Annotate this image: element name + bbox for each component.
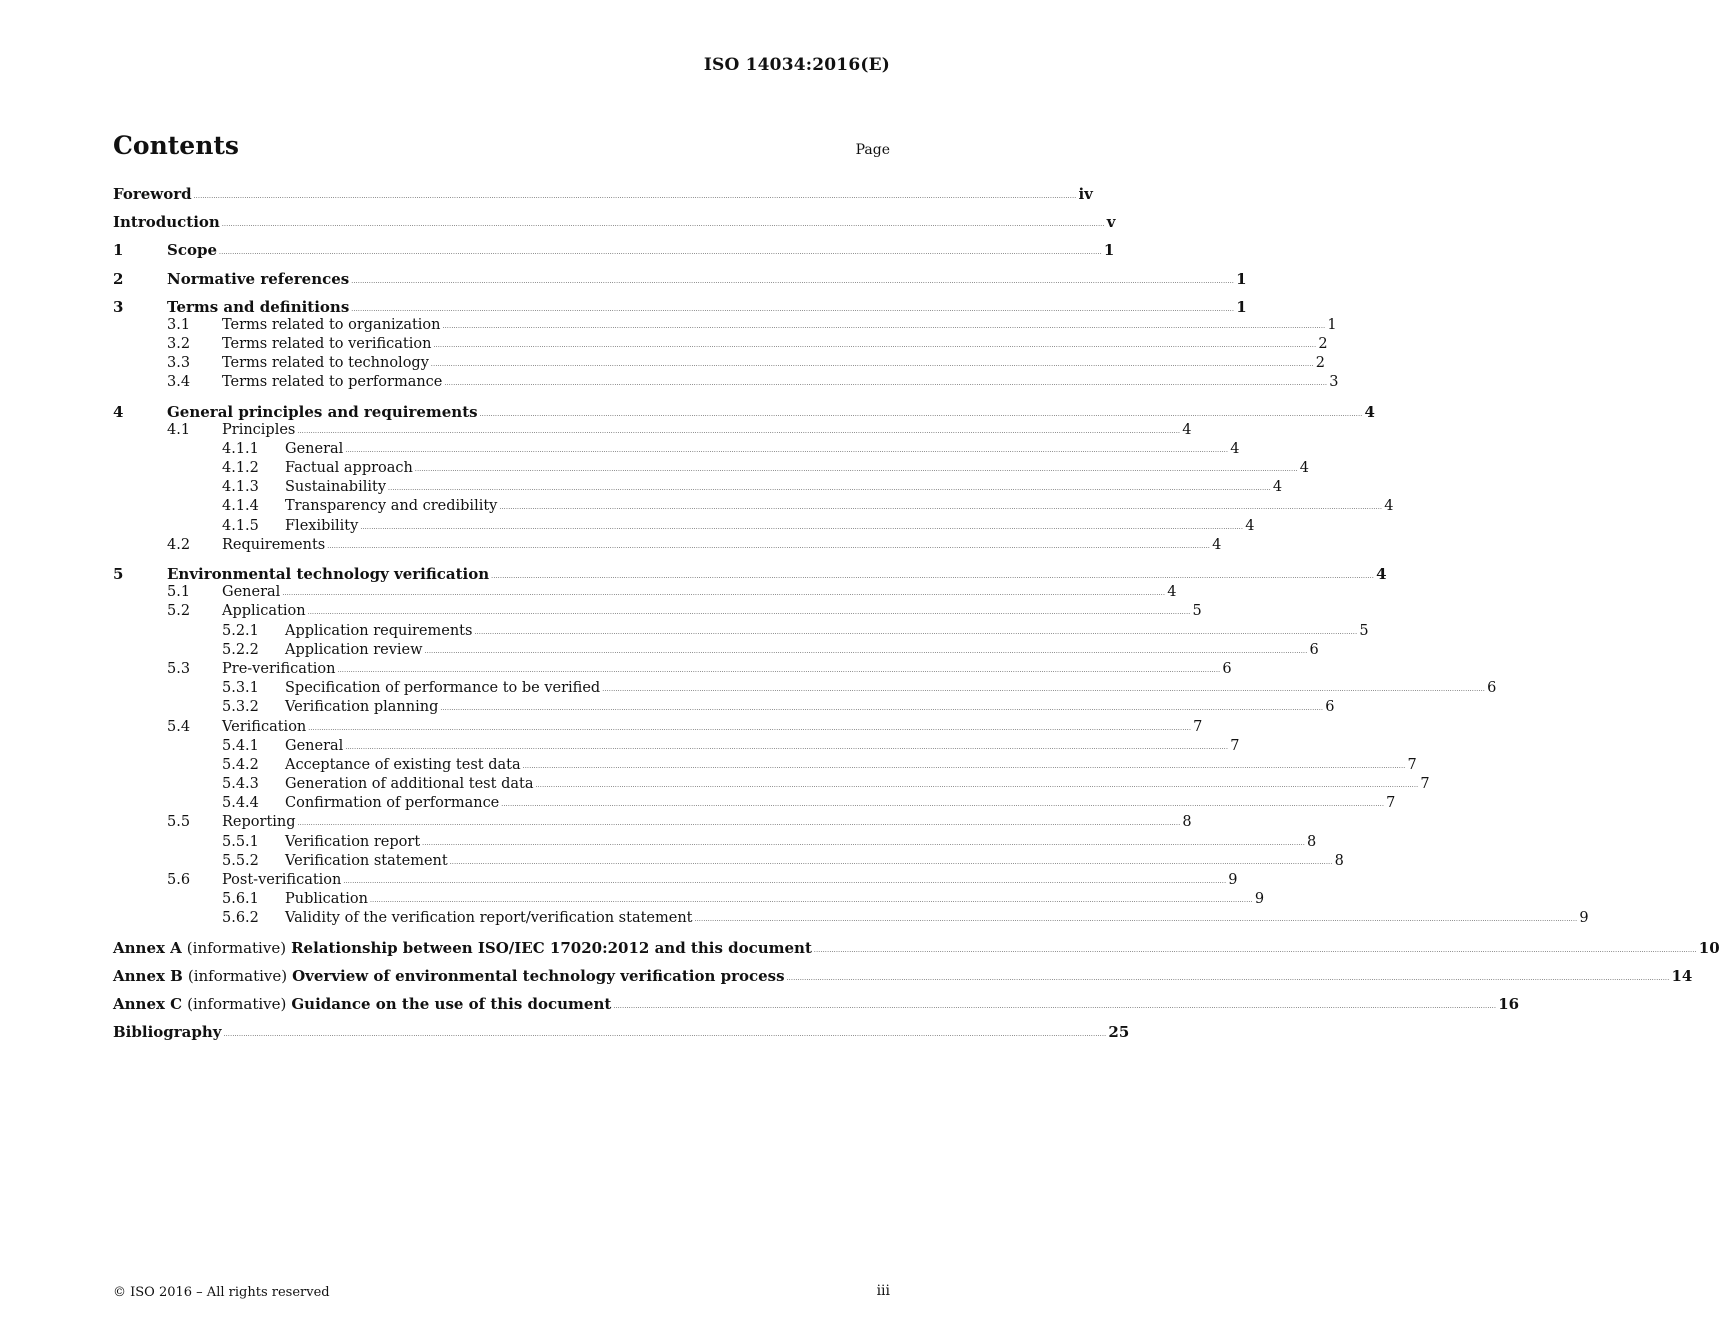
dot-leader: ................................................................................................................................................................................................................................................................................................................................................................................................................	[308, 724, 1192, 732]
toc-section-number: 4.1.4	[222, 498, 259, 515]
toc-title: Overview of environmental technology verification process	[292, 966, 785, 985]
toc-title: Environmental technology verification	[167, 565, 490, 584]
toc-section-number: 3.1	[167, 316, 191, 333]
toc-section-number: 5.3.2	[222, 699, 259, 716]
toc-section-number: 5.6.2	[222, 910, 259, 927]
toc-entry[interactable]	[113, 872, 1238, 891]
dot-leader: ................................................................................................................................................................................................................................................................................................................................................................................................................	[223, 1031, 1107, 1039]
toc-title: General	[285, 737, 344, 754]
toc-entry[interactable]	[113, 756, 1417, 776]
dot-leader: ................................................................................................................................................................................................................................................................................................................................................................................................................	[430, 361, 1314, 369]
toc-title: Transparency and credibility	[285, 498, 498, 515]
toc-annex-informative: (informative)	[187, 966, 288, 985]
toc-page-number: 7	[1386, 795, 1396, 812]
toc-entry[interactable]	[113, 355, 1326, 374]
toc-entry[interactable]	[113, 891, 1265, 910]
dot-leader: ................................................................................................................................................................................................................................................................................................................................................................................................................	[694, 916, 1578, 924]
dot-leader: ................................................................................................................................................................................................................................................................................................................................................................................................................	[297, 427, 1181, 435]
toc-entry[interactable]	[113, 421, 1192, 441]
dot-leader: ................................................................................................................................................................................................................................................................................................................................................................................................................	[345, 743, 1229, 751]
toc-page-number: 9	[1254, 891, 1265, 908]
toc-title: Verification statement	[285, 852, 448, 869]
toc-page-number: 4	[1230, 440, 1240, 457]
toc-entry[interactable]	[113, 852, 1344, 872]
toc-section-number: 4.2	[167, 536, 191, 553]
toc-section-number: 5.6	[167, 872, 191, 888]
toc-page-number: 6	[1222, 660, 1232, 677]
dot-leader: ................................................................................................................................................................................................................................................................................................................................................................................................................	[442, 322, 1326, 330]
toc-title: Verification planning	[285, 699, 439, 716]
toc-page-number: 7	[1193, 718, 1203, 735]
toc-title: Application requirements	[285, 622, 473, 639]
toc-section-number: 3	[113, 297, 124, 316]
toc-section-number: 5.5	[167, 814, 191, 831]
toc-page-number: 16	[1498, 995, 1520, 1014]
toc-title: General	[222, 584, 281, 601]
toc-page-number: 7	[1420, 776, 1430, 793]
toc-section-number: 4.1.1	[222, 440, 259, 457]
toc-section-number: 5.4	[167, 718, 191, 735]
toc-page-number: iv	[1078, 185, 1093, 203]
dot-leader: ................................................................................................................................................................................................................................................................................................................................................................................................................	[440, 705, 1324, 713]
toc-section-number: 3.3	[167, 355, 191, 372]
toc-page-number: 4	[1384, 498, 1394, 515]
toc-page-number: 1	[1327, 316, 1337, 333]
toc-title: Sustainability	[285, 479, 387, 496]
dot-leader: ................................................................................................................................................................................................................................................................................................................................................................................................................	[501, 801, 1385, 809]
toc-section-number: 5.5.2	[222, 852, 259, 869]
dot-leader: ................................................................................................................................................................................................................................................................................................................................................................................................................	[219, 249, 1102, 257]
toc-title: Confirmation of performance	[285, 795, 500, 812]
toc-section-number: 5.6.1	[222, 891, 259, 908]
contents-title: Contents	[113, 131, 240, 160]
dot-leader: ................................................................................................................................................................................................................................................................................................................................................................................................................	[193, 193, 1077, 200]
toc-entry[interactable]	[113, 814, 1192, 833]
toc-title: Flexibility	[285, 517, 359, 534]
toc-entry[interactable]	[113, 536, 1222, 556]
toc-section-number: 5.3	[167, 660, 191, 677]
dot-leader: ................................................................................................................................................................................................................................................................................................................................................................................................................	[369, 897, 1253, 905]
toc-section-number: 5.4.2	[222, 756, 259, 773]
toc-annex-informative: (informative)	[186, 938, 287, 957]
toc-entry[interactable]	[113, 440, 1240, 460]
dot-leader: ................................................................................................................................................................................................................................................................................................................................................................................................................	[433, 341, 1317, 349]
toc-title: Foreword	[113, 185, 192, 203]
toc-page-number: 9	[1228, 872, 1238, 888]
toc-section-number: 4.1	[167, 421, 191, 438]
toc-annex-label: Annex C	[113, 995, 183, 1014]
toc-title: Introduction	[113, 213, 220, 232]
dot-leader: ................................................................................................................................................................................................................................................................................................................................................................................................................	[307, 609, 1191, 617]
toc-title: Verification report	[285, 833, 421, 850]
toc-entry[interactable]	[113, 699, 1335, 718]
toc-entry[interactable]	[113, 241, 1115, 260]
toc-entry[interactable]	[113, 833, 1317, 853]
toc-section-number: 5.5.1	[222, 833, 259, 850]
dot-leader: ................................................................................................................................................................................................................................................................................................................................................................................................................	[282, 590, 1166, 598]
dot-leader: ................................................................................................................................................................................................................................................................................................................................................................................................................	[491, 573, 1375, 581]
toc-page-number: 2	[1318, 335, 1328, 352]
toc-page-number: 10	[1698, 938, 1720, 957]
dot-leader: ................................................................................................................................................................................................................................................................................................................................................................................................................	[327, 542, 1211, 550]
toc-entry[interactable]	[113, 776, 1430, 795]
toc-title: Application	[222, 603, 306, 620]
toc-entry[interactable]	[113, 565, 1387, 584]
toc-page-number: 7	[1407, 756, 1417, 773]
toc-title: Post-verification	[222, 872, 342, 888]
dot-leader: ................................................................................................................................................................................................................................................................................................................................................................................................................	[388, 485, 1271, 493]
toc-title: Guidance on the use of this document	[291, 995, 612, 1014]
toc-section-number: 4.1.3	[222, 479, 259, 496]
document-id-header: ISO 14034:2016(E)	[703, 55, 890, 75]
toc-entry[interactable]	[113, 269, 1247, 289]
page-number: iii	[876, 1283, 890, 1299]
copyright-footer: © ISO 2016 – All rights reserved	[113, 1285, 330, 1300]
toc-page-number: 4	[1212, 536, 1222, 553]
toc-page-number: 6	[1487, 680, 1497, 697]
toc-annex-label: Annex B	[113, 966, 183, 985]
toc-entry[interactable]	[113, 213, 1116, 232]
toc-section-number: 4.1.2	[222, 460, 259, 477]
toc-section-number: 5.2.1	[222, 622, 259, 639]
toc-title: Terms related to organization	[222, 316, 441, 333]
toc-entry[interactable]	[113, 402, 1375, 422]
toc-page-number: 4	[1376, 565, 1387, 584]
toc-page-number: 4	[1182, 421, 1192, 438]
toc-entry[interactable]	[113, 795, 1396, 814]
dot-leader: ................................................................................................................................................................................................................................................................................................................................................................................................................	[522, 762, 1406, 770]
toc-section-number: 5.1	[167, 584, 191, 601]
table-of-contents	[113, 185, 1720, 1042]
toc-title: Bibliography	[113, 1023, 222, 1042]
toc-page-number: 14	[1671, 966, 1693, 985]
toc-section-number: 5.4.1	[222, 737, 259, 754]
toc-title: Pre-verification	[222, 660, 336, 677]
toc-entry[interactable]	[113, 603, 1202, 622]
toc-title: Application review	[285, 641, 423, 658]
toc-section-number: 5.4.3	[222, 776, 259, 793]
toc-entry[interactable]	[113, 680, 1497, 699]
toc-page-number: 4	[1272, 479, 1283, 496]
toc-page-number: 4	[1364, 402, 1375, 421]
dot-leader: ................................................................................................................................................................................................................................................................................................................................................................................................................	[813, 946, 1697, 954]
toc-entry[interactable]	[113, 718, 1203, 738]
toc-page-number: 6	[1309, 641, 1319, 658]
dot-leader: ................................................................................................................................................................................................................................................................................................................................................................................................................	[786, 974, 1670, 982]
toc-section-number: 3.4	[167, 374, 191, 391]
dot-leader: ................................................................................................................................................................................................................................................................................................................................................................................................................	[221, 221, 1105, 229]
toc-section-number: 4.1.5	[222, 517, 259, 534]
toc-title: Normative references	[167, 269, 350, 288]
toc-entry[interactable]	[113, 374, 1339, 393]
toc-entry[interactable]	[113, 185, 1093, 204]
dot-leader: ................................................................................................................................................................................................................................................................................................................................................................................................................	[351, 305, 1235, 313]
toc-entry[interactable]	[113, 641, 1319, 661]
toc-entry[interactable]	[113, 498, 1394, 517]
toc-title: Terms related to performance	[222, 374, 443, 391]
dot-leader: ................................................................................................................................................................................................................................................................................................................................................................................................................	[613, 1003, 1497, 1011]
page-column-label: Page	[855, 142, 890, 158]
toc-entry[interactable]	[113, 460, 1309, 479]
toc-entry[interactable]	[113, 584, 1177, 603]
toc-page-number: 1	[1236, 269, 1247, 288]
toc-entry[interactable]	[113, 1023, 1130, 1042]
toc-page-number: 25	[1108, 1023, 1130, 1042]
dot-leader: ................................................................................................................................................................................................................................................................................................................................................................................................................	[424, 647, 1308, 655]
toc-page-number: 6	[1325, 699, 1335, 716]
toc-section-number: 5.2.2	[222, 641, 259, 658]
toc-page-number: 4	[1167, 584, 1177, 601]
dot-leader: ................................................................................................................................................................................................................................................................................................................................................................................................................	[602, 686, 1486, 694]
toc-entry[interactable]	[113, 479, 1283, 498]
toc-section-number: 1	[113, 241, 124, 260]
dot-leader: ................................................................................................................................................................................................................................................................................................................................................................................................................	[444, 380, 1328, 388]
toc-page-number: v	[1106, 213, 1116, 232]
toc-title: Generation of additional test data	[285, 776, 534, 793]
toc-section-number: 5	[113, 565, 124, 584]
toc-page-number: 5	[1192, 603, 1202, 620]
toc-title: Requirements	[222, 536, 326, 553]
toc-page-number: 2	[1315, 355, 1326, 372]
toc-title: General	[285, 440, 344, 457]
toc-page-number: 5	[1359, 622, 1369, 639]
toc-entry[interactable]	[113, 622, 1369, 642]
toc-title: Factual approach	[285, 460, 413, 477]
toc-section-number: 2	[113, 269, 124, 288]
toc-title: Terms related to technology	[222, 355, 429, 372]
toc-entry[interactable]	[113, 660, 1232, 680]
toc-entry[interactable]	[113, 335, 1328, 355]
dot-leader: ................................................................................................................................................................................................................................................................................................................................................................................................................	[345, 446, 1229, 454]
toc-section-number: 3.2	[167, 335, 191, 352]
dot-leader: ................................................................................................................................................................................................................................................................................................................................................................................................................	[499, 504, 1383, 512]
toc-title: Publication	[285, 891, 368, 908]
toc-title: Reporting	[222, 814, 296, 831]
toc-page-number: 8	[1334, 852, 1344, 869]
toc-page-number: 4	[1245, 517, 1255, 534]
toc-annex-entry[interactable]	[113, 995, 1520, 1014]
toc-section-number: 4	[113, 402, 124, 421]
toc-entry[interactable]	[113, 737, 1240, 757]
toc-title: General principles and requirements	[167, 402, 478, 421]
toc-page-number: 1	[1236, 297, 1247, 316]
toc-title: Verification	[222, 718, 307, 735]
toc-annex-entry[interactable]	[113, 966, 1693, 986]
toc-page-number: 1	[1103, 241, 1115, 260]
dot-leader: ................................................................................................................................................................................................................................................................................................................................................................................................................	[422, 839, 1306, 847]
toc-page-number: 4	[1299, 460, 1309, 477]
dot-leader: ................................................................................................................................................................................................................................................................................................................................................................................................................	[337, 666, 1221, 674]
toc-entry[interactable]	[113, 517, 1255, 537]
toc-section-number: 5.2	[167, 603, 191, 620]
toc-section-number: 5.3.1	[222, 680, 259, 697]
toc-page-number: 7	[1230, 737, 1240, 754]
toc-title: Specification of performance to be verified	[285, 680, 601, 697]
toc-title: Scope	[167, 241, 218, 260]
dot-leader: ................................................................................................................................................................................................................................................................................................................................................................................................................	[351, 277, 1235, 285]
toc-title: Principles	[222, 421, 296, 438]
toc-annex-informative: (informative)	[187, 995, 287, 1014]
toc-entry[interactable]	[113, 316, 1337, 336]
toc-entry[interactable]	[113, 910, 1589, 929]
toc-annex-entry[interactable]	[113, 938, 1720, 958]
toc-annex-label: Annex A	[113, 938, 182, 957]
dot-leader: ................................................................................................................................................................................................................................................................................................................................................................................................................	[535, 782, 1419, 790]
dot-leader: ................................................................................................................................................................................................................................................................................................................................................................................................................	[414, 466, 1298, 474]
toc-page-number: 9	[1579, 910, 1589, 927]
toc-title: Validity of the verification report/verification statement	[285, 910, 693, 927]
dot-leader: ................................................................................................................................................................................................................................................................................................................................................................................................................	[297, 820, 1181, 828]
toc-page-number: 8	[1307, 833, 1317, 850]
toc-page-number: 3	[1329, 374, 1339, 391]
dot-leader: ................................................................................................................................................................................................................................................................................................................................................................................................................	[474, 628, 1358, 636]
toc-entry[interactable]	[113, 297, 1247, 317]
dot-leader: ................................................................................................................................................................................................................................................................................................................................................................................................................	[479, 410, 1363, 418]
dot-leader: ................................................................................................................................................................................................................................................................................................................................................................................................................	[449, 858, 1333, 866]
toc-title: Relationship between ISO/IEC 17020:2012 and this document	[291, 938, 812, 957]
dot-leader: ................................................................................................................................................................................................................................................................................................................................................................................................................	[360, 523, 1244, 531]
toc-title: Terms related to verification	[222, 335, 432, 352]
toc-section-number: 5.4.4	[222, 795, 259, 812]
dot-leader: ................................................................................................................................................................................................................................................................................................................................................................................................................	[343, 878, 1227, 885]
toc-title: Acceptance of existing test data	[285, 756, 521, 773]
toc-page-number: 8	[1182, 814, 1192, 831]
toc-title: Terms and definitions	[167, 297, 350, 316]
